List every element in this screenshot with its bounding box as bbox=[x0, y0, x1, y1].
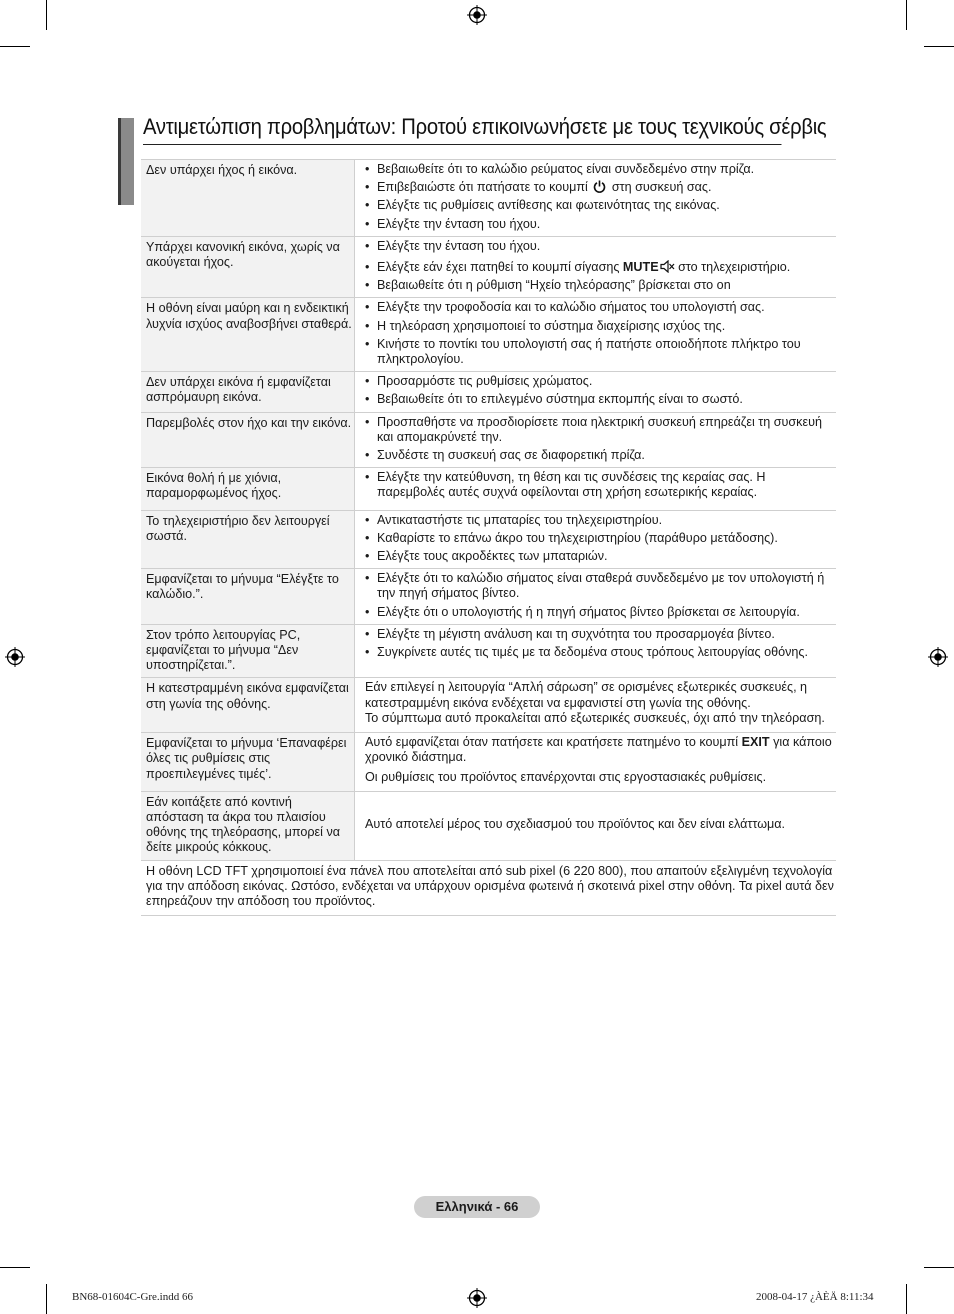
solution-cell bbox=[355, 372, 837, 412]
solution-cell bbox=[355, 733, 837, 792]
crop-mark bbox=[46, 1284, 47, 1314]
list-item: • Βεβαιωθείτε ότι το καλώδιο ρεύματος είναι συνδεδεμένο στην πρίζα. bbox=[365, 162, 836, 177]
problem-cell: Εμφανίζεται το μήνυμα “Ελέγξτε το καλώδιο.”. bbox=[141, 569, 355, 625]
print-slug-file: BN68-01604C-Gre.indd 66 bbox=[72, 1291, 193, 1303]
crop-mark bbox=[46, 0, 47, 30]
problem-cell: Παρεμβολές στον ήχο και την εικόνα. bbox=[141, 412, 355, 468]
problem-cell: Στον τρόπο λειτουργίας PC, εμφανίζεται το μήνυμα “Δεν υποστηρίζεται.”. bbox=[141, 624, 355, 678]
list-item: • Η τηλεόραση χρησιμοποιεί το σύστημα διαχείρισης ισχύος της. bbox=[365, 319, 836, 334]
solution-paragraph: Οι ρυθμίσεις του προϊόντος επανέρχονται στις εργοστασιακές ρυθμίσεις. bbox=[365, 769, 767, 784]
list-item: • Καθαρίστε το επάνω άκρο του τηλεχειριστηρίου (παράθυρο μετάδοσης). bbox=[365, 531, 836, 546]
problem-cell: Δεν υπάρχει ήχος ή εικόνα. bbox=[141, 160, 355, 237]
registration-mark-icon bbox=[467, 5, 487, 25]
solution-cell bbox=[355, 569, 837, 625]
registration-mark-icon bbox=[467, 1288, 487, 1308]
list-item: • Βεβαιωθείτε ότι η ρύθμιση “Ηχείο τηλεόρασης” βρίσκεται στο on bbox=[365, 278, 836, 293]
problem-cell: Εικόνα θολή ή με χιόνια, παραμορφωμένος ήχος. bbox=[141, 468, 355, 510]
table-row bbox=[141, 733, 836, 792]
troubleshooting-table bbox=[141, 159, 836, 916]
problem-cell: Η οθόνη είναι μαύρη και η ενδεικτική λυχνία ισχύος αναβοσβήνει σταθερά. bbox=[141, 298, 355, 372]
page-title: Αντιμετώπιση προβλημάτων: Προτού επικοινωνήσετε με τους τεχνικούς σέρβις bbox=[143, 114, 781, 145]
list-item: • Ελέγξτε την τροφοδοσία και το καλώδιο σήματος του υπολογιστή σας. bbox=[365, 300, 836, 315]
table-row bbox=[141, 624, 836, 678]
list-item: • Βεβαιωθείτε ότι το επιλεγμένο σύστημα εκπομπής είναι το σωστό. bbox=[365, 392, 836, 407]
table-row bbox=[141, 860, 836, 916]
solution-paragraph: Εάν επιλεγεί η λειτουργία “Απλή σάρωση” σε ορισμένες εξωτερικές συσκευές, η κατεστραμμένη εικόνα ενδέχεται να εμφανιστεί στη γωνία της οθόνης. bbox=[365, 680, 808, 710]
solution-cell bbox=[355, 412, 837, 468]
solution-cell bbox=[355, 624, 837, 678]
table-row bbox=[141, 372, 836, 412]
solution-paragraph: Αυτό εμφανίζεται όταν πατήσετε και κρατήσετε πατημένο το κουμπί EXIT για κάποιο χρονικό διάστημα. bbox=[365, 735, 832, 765]
crop-mark bbox=[0, 46, 30, 47]
list-item: • Συνδέστε τη συσκευή σας σε διαφορετική πρίζα. bbox=[365, 448, 836, 463]
page-number: Ελληνικά - 66 bbox=[414, 1196, 540, 1218]
section-side-bar bbox=[118, 118, 134, 205]
solution-cell bbox=[355, 468, 837, 510]
table-row bbox=[141, 510, 836, 569]
problem-cell: Υπάρχει κανονική εικόνα, χωρίς να ακούγεται ήχος. bbox=[141, 236, 355, 298]
list-item: • Αντικαταστήστε τις μπαταρίες του τηλεχειριστηρίου. bbox=[365, 513, 836, 528]
power-icon bbox=[593, 180, 606, 193]
table-row bbox=[141, 236, 836, 298]
solution-cell bbox=[355, 160, 837, 237]
problem-cell: Η κατεστραμμένη εικόνα εμφανίζεται στη γωνία της οθόνης. bbox=[141, 678, 355, 733]
crop-mark bbox=[906, 1284, 907, 1314]
list-item: • Ελέγξτε την ένταση του ήχου. bbox=[365, 217, 836, 232]
list-item: • Ελέγξτε ότι το καλώδιο σήματος είναι σταθερά συνδεδεμένο με τον υπολογιστή ή την πηγή σήματος βίντεο. bbox=[365, 571, 836, 601]
problem-cell: Το τηλεχειριστήριο δεν λειτουργεί σωστά. bbox=[141, 510, 355, 569]
solution-cell bbox=[355, 298, 837, 372]
list-item: • Ελέγξτε την ένταση του ήχου. bbox=[365, 239, 836, 254]
table-row bbox=[141, 569, 836, 625]
solution-cell bbox=[355, 236, 837, 298]
table-row bbox=[141, 412, 836, 468]
solution-cell bbox=[355, 510, 837, 569]
list-item: • Ελέγξτε τους ακροδέκτες των μπαταριών. bbox=[365, 549, 836, 564]
table-row bbox=[141, 298, 836, 372]
crop-mark bbox=[924, 46, 954, 47]
problem-cell: Εάν κοιτάξετε από κοντινή απόσταση τα άκρα του πλαισίου οθόνης της τηλεόρασης, μπορεί να δείτε μικρούς κόκκους. bbox=[141, 791, 355, 860]
registration-mark-icon bbox=[5, 647, 25, 667]
list-item: • Προσαρμόστε τις ρυθμίσεις χρώματος. bbox=[365, 374, 836, 389]
lcd-note: Η οθόνη LCD TFT χρησιμοποιεί ένα πάνελ που αποτελείται από sub pixel (6 220 800), που απαιτούν εξελιγμένη τεχνολογία για την απόδοση εικόνας. Ωστόσο, ενδέχεται να υπάρχουν ορισμένα φωτεινά ή σκοτεινά pixel στην οθόνη. Τα pixel αυτά δεν επηρεάζουν την απόδοση του προϊόντος. bbox=[141, 860, 836, 916]
crop-mark bbox=[0, 1267, 30, 1268]
table-row bbox=[141, 791, 836, 860]
list-item: • Ελέγξτε την κατεύθυνση, τη θέση και τις συνδέσεις της κεραίας σας. Η παρεμβολές αυτές συχνά οφείλονται στη χρήση εσωτερικής κεραίας. bbox=[365, 470, 836, 500]
table-row bbox=[141, 678, 836, 733]
table-row bbox=[141, 160, 836, 237]
problem-cell: Δεν υπάρχει εικόνα ή εμφανίζεται ασπρόμαυρη εικόνα. bbox=[141, 372, 355, 412]
crop-mark bbox=[906, 0, 907, 30]
list-item: • Ελέγξτε ότι ο υπολογιστής ή η πηγή σήματος βίντεο βρίσκεται σε λειτουργία. bbox=[365, 605, 836, 620]
solution-cell: Αυτό αποτελεί μέρος του σχεδιασμού του προϊόντος και δεν είναι ελάττωμα. bbox=[355, 791, 837, 860]
list-item: • Κινήστε το ποντίκι του υπολογιστή σας ή πατήστε οποιοδήποτε πλήκτρο του πληκτρολογίου. bbox=[365, 337, 836, 367]
table-row bbox=[141, 468, 836, 510]
list-item: • Ελέγξτε τη μέγιστη ανάλυση και τη συχνότητα του προσαρμογέα βίντεο. bbox=[365, 627, 836, 642]
solution-cell bbox=[355, 678, 837, 733]
problem-cell: Εμφανίζεται το μήνυμα ‘Επαναφέρει όλες τις ρυθμίσεις στις προεπιλεγμένες τιμές’. bbox=[141, 733, 355, 792]
registration-mark-icon bbox=[928, 647, 948, 667]
crop-mark bbox=[924, 1267, 954, 1268]
list-item: • Ελέγξτε εάν έχει πατηθεί το κουμπί σίγασης MUTE στο τηλεχειριστήριο. bbox=[365, 260, 836, 275]
list-item: • Επιβεβαιώστε ότι πατήσατε το κουμπί στη συσκευή σας. bbox=[365, 180, 836, 195]
print-slug-date: 2008-04-17 ¿ÀÈÄ 8:11:34 bbox=[756, 1291, 874, 1303]
list-item: • Προσπαθήστε να προσδιορίσετε ποια ηλεκτρική συσκευή επηρεάζει τη συσκευή και απομακρύνετέ την. bbox=[365, 415, 836, 445]
list-item: • Ελέγξτε τις ρυθμίσεις αντίθεσης και φωτεινότητας της εικόνας. bbox=[365, 198, 836, 213]
mute-icon bbox=[660, 260, 675, 273]
solution-paragraph: Το σύμπτωμα αυτό προκαλείται από εξωτερικές συσκευές, όχι από την τηλεόραση. bbox=[365, 710, 825, 725]
list-item: • Συγκρίνετε αυτές τις τιμές με τα δεδομένα στους τρόπους λειτουργίας οθόνης. bbox=[365, 645, 836, 660]
